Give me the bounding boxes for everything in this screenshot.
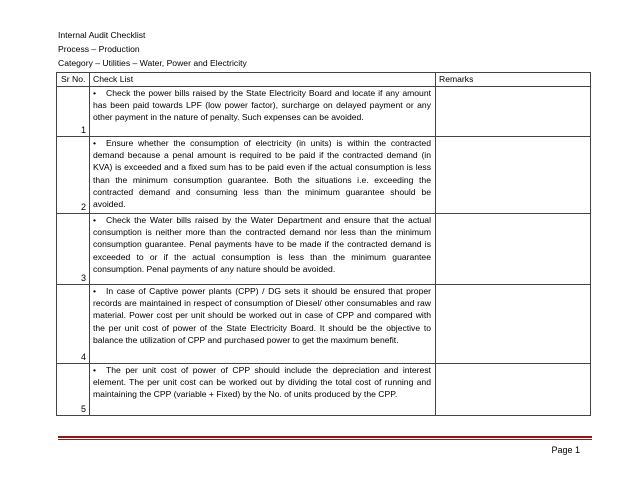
check-item-text: The per unit cost of power of CPP should include the depreciation and interest element. The per unit cost can be worked out by dividing the total cost of running and maintaining the CPP (variable + Fixed) by the No. of units produced by the CPP. [93,365,431,400]
footer-rule [58,439,592,440]
document-header [58,28,247,70]
column-header-check-list: Check List [90,73,436,87]
sr-no-cell: 1 [57,87,90,137]
remarks-cell [436,214,591,285]
check-item-text: Check the power bills raised by the State Electricity Board and locate if any amount has been paid towards LPF (low power factor), surcharge on delayed payment or any other payment in the nature of penalty. Such expenses can be avoided. [93,88,431,123]
remarks-cell [436,364,591,416]
bullet-icon: • [93,138,97,148]
check-item-text: Check the Water bills raised by the Water Department and ensure that the actual consumption is neither more than the contracted demand nor less than the minimum consumption guarantee. Penal payments have to be made if the contracted demand is exceeded to or if the actual consumption is less than the minimum guarantee consumption. Penal payments of any nature should be avoided. [93,215,431,274]
column-header-remarks: Remarks [436,73,591,87]
bullet-icon: • [93,286,97,296]
header-process: Process – Production [58,44,140,54]
check-list-cell [90,285,436,364]
bullet-icon: • [93,88,97,98]
check-list-cell [90,214,436,285]
bullet-icon: • [93,215,97,225]
sr-no-cell: 5 [57,364,90,416]
audit-checklist-table [56,72,591,416]
table-row [57,285,591,364]
check-list-cell [90,87,436,137]
table-header-row [57,73,591,87]
column-header-sr-no: Sr No. [57,73,90,87]
remarks-cell [436,137,591,214]
sr-no-cell: 2 [57,137,90,214]
sr-no-cell: 3 [57,214,90,285]
sr-no-cell: 4 [57,285,90,364]
table-row [57,214,591,285]
table-row [57,137,591,214]
table-row [57,364,591,416]
table-row [57,87,591,137]
header-title: Internal Audit Checklist [58,30,146,40]
check-list-cell [90,137,436,214]
check-item-text: In case of Captive power plants (CPP) / DG sets it should be ensured that proper records are maintained in respect of consumption of Diesel/ other consumables and raw material. Power cost per unit should be worked out in case of CPP and compared with the per unit cost of power of the State Electricity Board. It should be the objective to balance the utilization of CPP and purchased power to get the maximum benefit. [93,286,431,345]
remarks-cell [436,285,591,364]
bullet-icon: • [93,365,97,375]
remarks-cell [436,87,591,137]
footer-rule [58,436,592,438]
page-number: Page 1 [551,445,580,455]
check-item-text: Ensure whether the consumption of electricity (in units) is within the contracted demand because a penal amount is required to be paid if the contracted demand (in KVA) is exceeded and a fixed sum has to be paid even if the actual consumption is less than the minimum consumption guarantee. Both the situations i.e. exceeding the contracted demand and consuming less than the minimum guarantee should be avoided. [93,138,431,210]
header-category: Category – Utilities – Water, Power and Electricity [58,58,247,68]
check-list-cell [90,364,436,416]
